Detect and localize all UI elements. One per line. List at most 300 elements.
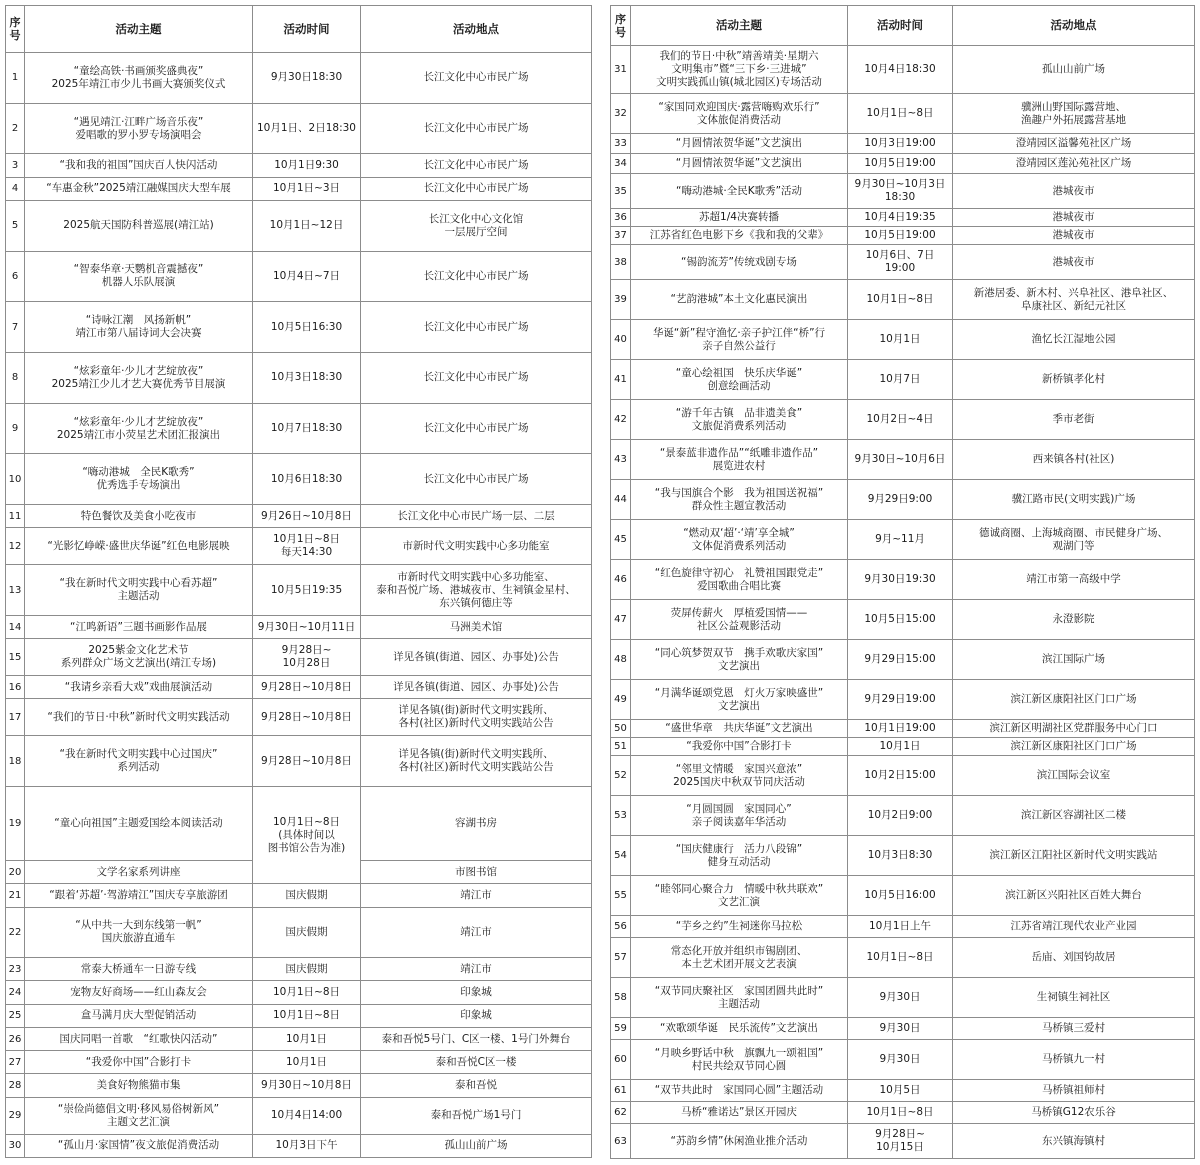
table-row xyxy=(611,320,1195,360)
row-location: 渔忆长江湿地公园 xyxy=(953,320,1195,360)
row-location: 泰和吾悦广场1号门 xyxy=(361,1097,592,1134)
row-index: 63 xyxy=(611,1124,631,1159)
row-time: 10月1日~8日 xyxy=(848,1102,953,1124)
row-location: 滨江国际广场 xyxy=(953,640,1195,680)
row-theme: “我们的节日·中秋”新时代文明实践活动 xyxy=(25,699,253,736)
row-location: 新港居委、新木村、兴阜社区、港阜社区、 阜康社区、新纪元社区 xyxy=(953,280,1195,320)
row-time: 9月30日18:30 xyxy=(253,53,361,104)
row-index: 35 xyxy=(611,174,631,209)
row-location: 岳庙、刘国钧故居 xyxy=(953,938,1195,978)
row-time: 10月1日~3日 xyxy=(253,177,361,200)
row-index: 45 xyxy=(611,520,631,560)
table-row xyxy=(611,1040,1195,1080)
row-index: 43 xyxy=(611,440,631,480)
row-theme: “跟着‘苏超’·驾游靖江”国庆专享旅游团 xyxy=(25,884,253,907)
row-theme: “月圆情浓贺华诞”文艺演出 xyxy=(631,134,848,154)
row-theme: “智泰华章·天鹦机音震撼夜” 机器人乐队展演 xyxy=(25,251,253,302)
row-theme: “游千年古镇 品非遗美食” 文旅促消费系列活动 xyxy=(631,400,848,440)
row-time: 9月28日~10月8日 xyxy=(253,699,361,736)
row-theme: “欢歌颂华诞 民乐流传”文艺演出 xyxy=(631,1018,848,1040)
row-theme: 荧屏传薪火 厚植爱国情—— 社区公益观影活动 xyxy=(631,600,848,640)
row-theme: “炫彩童年·少儿才艺绽放夜” 2025靖江少儿才艺大赛优秀节目展演 xyxy=(25,352,253,403)
row-index: 57 xyxy=(611,938,631,978)
row-time: 10月1日~8日 (具体时间以 图书馆公告为准) xyxy=(253,787,361,884)
row-index: 12 xyxy=(6,528,25,565)
row-time: 9月28日~10月8日 xyxy=(253,676,361,699)
table-row xyxy=(611,227,1195,245)
table-row xyxy=(611,1080,1195,1102)
table-row xyxy=(611,134,1195,154)
table-header-row xyxy=(6,6,592,53)
table-row xyxy=(6,787,592,861)
table-row xyxy=(611,720,1195,738)
activity-table-right xyxy=(610,5,1195,1159)
row-theme: “月满华诞颂党恩 灯火万家映盛世” 文艺演出 xyxy=(631,680,848,720)
row-index: 5 xyxy=(6,200,25,251)
row-index: 16 xyxy=(6,676,25,699)
table-row xyxy=(6,639,592,676)
table-row xyxy=(6,1004,592,1027)
row-theme: 江苏省红色电影下乡《我和我的父辈》 xyxy=(631,227,848,245)
table-row xyxy=(6,676,592,699)
row-time: 10月1日 xyxy=(848,738,953,756)
row-index: 2 xyxy=(6,103,25,154)
row-location: 印象城 xyxy=(361,1004,592,1027)
row-time: 10月3日下午 xyxy=(253,1134,361,1157)
row-theme: “红色旋律守初心 礼赞祖国跟党走” 爱国歌曲合唱比赛 xyxy=(631,560,848,600)
table-row xyxy=(6,884,592,907)
row-theme: “孤山月·家国情”夜文旅促消费活动 xyxy=(25,1134,253,1157)
row-index: 18 xyxy=(6,736,25,787)
row-index: 19 xyxy=(6,787,25,861)
table-row xyxy=(611,245,1195,280)
row-index: 27 xyxy=(6,1051,25,1074)
header-time: 活动时间 xyxy=(253,6,361,53)
row-location: 滨江新区江阳社区新时代文明实践站 xyxy=(953,836,1195,876)
table-row xyxy=(6,251,592,302)
row-index: 59 xyxy=(611,1018,631,1040)
row-index: 47 xyxy=(611,600,631,640)
row-theme: “双节同庆聚社区 家国团圆共此时” 主题活动 xyxy=(631,978,848,1018)
row-theme: “芋乡之约”生祠迷你马拉松 xyxy=(631,916,848,938)
row-location: 泰和吾悦5号门、C区一楼、1号门外舞台 xyxy=(361,1027,592,1050)
row-index: 62 xyxy=(611,1102,631,1124)
table-row xyxy=(6,302,592,353)
row-location: 马洲美术馆 xyxy=(361,616,592,639)
row-time: 10月1日19:00 xyxy=(848,720,953,738)
row-theme: “燃动双‘超’·‘靖’享全城” 文体促消费系列活动 xyxy=(631,520,848,560)
row-theme: “国庆健康行 活力八段锦” 健身互动活动 xyxy=(631,836,848,876)
row-index: 44 xyxy=(611,480,631,520)
table-row xyxy=(611,1018,1195,1040)
table-row xyxy=(611,480,1195,520)
row-location: 季市老街 xyxy=(953,400,1195,440)
row-theme: 常态化开放并组织市锡剧团、 本土艺术团开展文艺表演 xyxy=(631,938,848,978)
row-theme: “景泰蓝非遗作品”“纸雕非遗作品” 展览进农村 xyxy=(631,440,848,480)
row-theme: “邻里文情暖 家国兴意浓” 2025国庆中秋双节同庆活动 xyxy=(631,756,848,796)
row-time: 10月1日~8日 xyxy=(848,280,953,320)
row-location: 长江文化中心文化馆 一层展厅空间 xyxy=(361,200,592,251)
row-theme: 常泰大桥通车一日游专线 xyxy=(25,958,253,981)
row-location: 马桥镇九一村 xyxy=(953,1040,1195,1080)
row-location: 泰和吾悦 xyxy=(361,1074,592,1097)
row-time: 10月7日 xyxy=(848,360,953,400)
table-row xyxy=(611,94,1195,134)
table-row xyxy=(611,560,1195,600)
row-time: 10月5日 xyxy=(848,1080,953,1102)
row-index: 21 xyxy=(6,884,25,907)
row-index: 31 xyxy=(611,46,631,94)
row-time: 10月5日19:00 xyxy=(848,227,953,245)
row-index: 17 xyxy=(6,699,25,736)
header-theme: 活动主题 xyxy=(25,6,253,53)
row-time: 10月5日19:00 xyxy=(848,154,953,174)
table-row xyxy=(611,1124,1195,1159)
row-index: 36 xyxy=(611,209,631,227)
row-theme: “嗨动港城 全民K歌秀” 优秀选手专场演出 xyxy=(25,454,253,505)
row-time: 10月1日上午 xyxy=(848,916,953,938)
table-row xyxy=(611,756,1195,796)
table-row xyxy=(6,103,592,154)
row-index: 33 xyxy=(611,134,631,154)
row-theme: “苏韵乡情”休闲渔业推介活动 xyxy=(631,1124,848,1159)
row-theme: “双节共此时 家国同心圆”主题活动 xyxy=(631,1080,848,1102)
row-theme: “我请乡亲看大戏”戏曲展演活动 xyxy=(25,676,253,699)
row-theme: “我爱你中国”合影打卡 xyxy=(25,1051,253,1074)
row-location: 滨江新区兴阳社区百姓大舞台 xyxy=(953,876,1195,916)
row-theme: 2025航天国防科普巡展(靖江站) xyxy=(25,200,253,251)
row-index: 39 xyxy=(611,280,631,320)
row-time: 9月30日~10月11日 xyxy=(253,616,361,639)
row-time: 9月28日~ 10月28日 xyxy=(253,639,361,676)
row-location: 长江文化中心市民广场 xyxy=(361,302,592,353)
row-time: 10月2日15:00 xyxy=(848,756,953,796)
header-time: 活动时间 xyxy=(848,6,953,46)
table-body-right xyxy=(611,46,1195,1159)
row-location: 江苏省靖江现代农业产业园 xyxy=(953,916,1195,938)
table-row xyxy=(611,400,1195,440)
row-theme: “遇见靖江·江畔广场音乐夜” 爱唱歌的罗小罗专场演唱会 xyxy=(25,103,253,154)
row-time: 9月28日~ 10月15日 xyxy=(848,1124,953,1159)
table-row xyxy=(611,1102,1195,1124)
row-theme: “我爱你中国”合影打卡 xyxy=(631,738,848,756)
row-location: 港城夜市 xyxy=(953,209,1195,227)
row-theme: 苏超1/4决赛转播 xyxy=(631,209,848,227)
table-row xyxy=(6,154,592,177)
row-location: 永澄影院 xyxy=(953,600,1195,640)
row-location: 市新时代文明实践中心多功能室、 泰和吾悦广场、港城夜市、生祠镇金星村、 东兴镇何德庄等 xyxy=(361,565,592,616)
table-row xyxy=(6,352,592,403)
row-location: 长江文化中心市民广场一层、二层 xyxy=(361,505,592,528)
row-index: 56 xyxy=(611,916,631,938)
header-location: 活动地点 xyxy=(361,6,592,53)
row-index: 14 xyxy=(6,616,25,639)
table-row xyxy=(6,53,592,104)
row-location: 长江文化中心市民广场 xyxy=(361,454,592,505)
row-index: 26 xyxy=(6,1027,25,1050)
row-index: 58 xyxy=(611,978,631,1018)
row-index: 4 xyxy=(6,177,25,200)
row-theme: “月圆国圆 家国同心” 亲子阅读嘉年华活动 xyxy=(631,796,848,836)
row-time: 10月5日16:30 xyxy=(253,302,361,353)
row-location: 泰和吾悦C区一楼 xyxy=(361,1051,592,1074)
table-row xyxy=(611,796,1195,836)
row-location: 长江文化中心市民广场 xyxy=(361,154,592,177)
row-index: 37 xyxy=(611,227,631,245)
row-time: 国庆假期 xyxy=(253,958,361,981)
row-time: 10月1日9:30 xyxy=(253,154,361,177)
table-row xyxy=(6,1074,592,1097)
table-row xyxy=(611,174,1195,209)
row-theme: “光影忆峥嵘·盛世庆华诞”红色电影展映 xyxy=(25,528,253,565)
table-row xyxy=(611,876,1195,916)
row-index: 61 xyxy=(611,1080,631,1102)
header-index: 序 号 xyxy=(6,6,25,53)
row-theme: “嗨动港城·全民K歌秀”活动 xyxy=(631,174,848,209)
row-location: 港城夜市 xyxy=(953,174,1195,209)
row-index: 20 xyxy=(6,861,25,884)
row-time: 10月3日19:00 xyxy=(848,134,953,154)
row-time: 10月1日 xyxy=(253,1051,361,1074)
row-time: 10月2日~4日 xyxy=(848,400,953,440)
row-theme: 2025紫金文化艺术节 系列群众广场文艺演出(靖江专场) xyxy=(25,639,253,676)
row-time: 10月3日18:30 xyxy=(253,352,361,403)
row-time: 10月1日~8日 xyxy=(253,981,361,1004)
row-location: 港城夜市 xyxy=(953,245,1195,280)
table-row xyxy=(611,916,1195,938)
row-time: 9月30日19:30 xyxy=(848,560,953,600)
row-location: 马桥镇G12农乐谷 xyxy=(953,1102,1195,1124)
row-theme: 特色餐饮及美食小吃夜市 xyxy=(25,505,253,528)
row-index: 53 xyxy=(611,796,631,836)
table-row xyxy=(611,440,1195,480)
row-time: 10月4日18:30 xyxy=(848,46,953,94)
row-index: 22 xyxy=(6,907,25,958)
row-index: 41 xyxy=(611,360,631,400)
row-location: 骥江路市民(文明实践)广场 xyxy=(953,480,1195,520)
row-index: 25 xyxy=(6,1004,25,1027)
table-row xyxy=(611,209,1195,227)
row-time: 10月1日~8日 xyxy=(253,1004,361,1027)
row-index: 23 xyxy=(6,958,25,981)
table-header-row xyxy=(611,6,1195,46)
table-row xyxy=(6,1051,592,1074)
table-row xyxy=(611,520,1195,560)
table-row xyxy=(611,46,1195,94)
table-row xyxy=(6,528,592,565)
row-location: 长江文化中心市民广场 xyxy=(361,53,592,104)
row-location: 印象城 xyxy=(361,981,592,1004)
row-index: 50 xyxy=(611,720,631,738)
row-time: 10月3日8:30 xyxy=(848,836,953,876)
row-theme: 宠物友好商场——红山森友会 xyxy=(25,981,253,1004)
row-time: 9月30日 xyxy=(848,1018,953,1040)
row-location: 马桥镇祖师村 xyxy=(953,1080,1195,1102)
row-location: 长江文化中心市民广场 xyxy=(361,177,592,200)
table-row xyxy=(611,600,1195,640)
table-row xyxy=(6,1134,592,1157)
table-row xyxy=(611,154,1195,174)
row-location: 滨江国际会议室 xyxy=(953,756,1195,796)
row-location: 滨江新区康阳社区门口广场 xyxy=(953,680,1195,720)
row-index: 55 xyxy=(611,876,631,916)
row-theme: “睦邻同心聚合力 情暖中秋共联欢” 文艺汇演 xyxy=(631,876,848,916)
table-row xyxy=(6,505,592,528)
row-time: 10月1日 xyxy=(848,320,953,360)
row-index: 10 xyxy=(6,454,25,505)
row-index: 8 xyxy=(6,352,25,403)
row-location: 市图书馆 xyxy=(361,861,592,884)
row-theme: 我们的节日·中秋”靖善靖美·星期六 文明集市”暨“三下乡·三进城” 文明实践孤山镇(城北园区)专场活动 xyxy=(631,46,848,94)
table-row xyxy=(611,738,1195,756)
header-index: 序 号 xyxy=(611,6,631,46)
row-location: 澄靖园区溢馨苑社区广场 xyxy=(953,134,1195,154)
row-time: 10月5日16:00 xyxy=(848,876,953,916)
row-time: 10月1日、2日18:30 xyxy=(253,103,361,154)
row-time: 10月5日15:00 xyxy=(848,600,953,640)
table-row xyxy=(611,360,1195,400)
row-theme: 国庆同唱一首歌 “红歌快闪活动” xyxy=(25,1027,253,1050)
row-index: 49 xyxy=(611,680,631,720)
row-theme: 盒马满月庆大型促销活动 xyxy=(25,1004,253,1027)
row-location: 德诚商圈、上海城商圈、市民健身广场、 观湖门等 xyxy=(953,520,1195,560)
row-location: 靖江市 xyxy=(361,907,592,958)
table-row xyxy=(6,1027,592,1050)
row-theme: 华诞“新”程守渔忆·亲子护江伴“桥”行 亲子自然公益行 xyxy=(631,320,848,360)
row-index: 11 xyxy=(6,505,25,528)
row-time: 10月1日~8日 xyxy=(848,938,953,978)
row-theme: “童心绘祖国 快乐庆华诞” 创意绘画活动 xyxy=(631,360,848,400)
row-theme: “月映乡野话中秋 旗飘九一颂祖国” 村民共绘双节同心圆 xyxy=(631,1040,848,1080)
row-location: 孤山山前广场 xyxy=(361,1134,592,1157)
row-location: 滨江新区康阳社区门口广场 xyxy=(953,738,1195,756)
row-time: 国庆假期 xyxy=(253,884,361,907)
row-index: 3 xyxy=(6,154,25,177)
row-index: 6 xyxy=(6,251,25,302)
row-theme: “我和我的祖国”国庆百人快闪活动 xyxy=(25,154,253,177)
row-location: 新桥镇孝化村 xyxy=(953,360,1195,400)
row-index: 54 xyxy=(611,836,631,876)
row-time: 10月4日~7日 xyxy=(253,251,361,302)
row-time: 10月6日18:30 xyxy=(253,454,361,505)
activity-table-left xyxy=(5,5,592,1158)
row-location: 详见各镇(街道、园区、办事处)公告 xyxy=(361,676,592,699)
row-time: 10月1日~8日 xyxy=(848,94,953,134)
row-index: 40 xyxy=(611,320,631,360)
row-theme: “我与国旗合个影 我为祖国送祝福” 群众性主题宣教活动 xyxy=(631,480,848,520)
row-index: 46 xyxy=(611,560,631,600)
row-theme: “锡韵流芳”传统戏剧专场 xyxy=(631,245,848,280)
row-time: 10月4日14:00 xyxy=(253,1097,361,1134)
row-theme: “车惠金秋”2025靖江融媒国庆大型车展 xyxy=(25,177,253,200)
table-row xyxy=(611,938,1195,978)
row-index: 9 xyxy=(6,403,25,454)
row-time: 10月7日18:30 xyxy=(253,403,361,454)
row-theme: “月圆情浓贺华诞”文艺演出 xyxy=(631,154,848,174)
row-location: 澄靖园区莲沁苑社区广场 xyxy=(953,154,1195,174)
table-row xyxy=(6,736,592,787)
row-time: 9月30日 xyxy=(848,978,953,1018)
row-time: 9月~11月 xyxy=(848,520,953,560)
header-location: 活动地点 xyxy=(953,6,1195,46)
table-body-left xyxy=(6,53,592,1158)
table-row xyxy=(6,403,592,454)
row-index: 34 xyxy=(611,154,631,174)
table-row xyxy=(611,836,1195,876)
table-row xyxy=(611,280,1195,320)
row-location: 靖江市 xyxy=(361,884,592,907)
row-location: 长江文化中心市民广场 xyxy=(361,251,592,302)
row-index: 60 xyxy=(611,1040,631,1080)
row-theme: 文学名家系列讲座 xyxy=(25,861,253,884)
table-row xyxy=(6,200,592,251)
row-theme: 马桥“雅诺达”景区开园庆 xyxy=(631,1102,848,1124)
row-time: 9月26日~10月8日 xyxy=(253,505,361,528)
row-time: 9月29日15:00 xyxy=(848,640,953,680)
row-index: 15 xyxy=(6,639,25,676)
row-time: 9月29日9:00 xyxy=(848,480,953,520)
row-location: 滨江新区明湖社区党群服务中心门口 xyxy=(953,720,1195,738)
table-row xyxy=(6,454,592,505)
row-theme: “江鸣新语”三题书画影作品展 xyxy=(25,616,253,639)
row-time: 9月29日19:00 xyxy=(848,680,953,720)
table-row xyxy=(6,981,592,1004)
table-row xyxy=(6,565,592,616)
row-index: 51 xyxy=(611,738,631,756)
table-row xyxy=(611,640,1195,680)
table-row xyxy=(6,177,592,200)
row-index: 52 xyxy=(611,756,631,796)
row-time: 10月1日~12日 xyxy=(253,200,361,251)
row-location: 详见各镇(街道、园区、办事处)公告 xyxy=(361,639,592,676)
row-theme: 美食好物熊猫市集 xyxy=(25,1074,253,1097)
row-location: 孤山山前广场 xyxy=(953,46,1195,94)
table-row xyxy=(6,958,592,981)
table-row xyxy=(611,978,1195,1018)
row-index: 38 xyxy=(611,245,631,280)
row-location: 西来镇各村(社区) xyxy=(953,440,1195,480)
row-location: 滨江新区容湖社区二楼 xyxy=(953,796,1195,836)
row-location: 长江文化中心市民广场 xyxy=(361,352,592,403)
row-index: 42 xyxy=(611,400,631,440)
row-theme: “盛世华章 共庆华诞”文艺演出 xyxy=(631,720,848,738)
row-location: 长江文化中心市民广场 xyxy=(361,103,592,154)
row-time: 10月2日9:00 xyxy=(848,796,953,836)
row-theme: “我在新时代文明实践中心看苏超” 主题活动 xyxy=(25,565,253,616)
table-row xyxy=(6,616,592,639)
row-time: 10月5日19:35 xyxy=(253,565,361,616)
row-theme: “我在新时代文明实践中心过国庆” 系列活动 xyxy=(25,736,253,787)
row-index: 24 xyxy=(6,981,25,1004)
row-time: 10月1日~8日 每天14:30 xyxy=(253,528,361,565)
row-theme: “诗咏江潮 风扬新帆” 靖江市第八届诗词大会决赛 xyxy=(25,302,253,353)
row-index: 32 xyxy=(611,94,631,134)
row-location: 靖江市 xyxy=(361,958,592,981)
table-row xyxy=(6,1097,592,1134)
row-theme: “炫彩童年·少儿才艺绽放夜” 2025靖江市小荧星艺术团汇报演出 xyxy=(25,403,253,454)
row-location: 东兴镇海镇村 xyxy=(953,1124,1195,1159)
row-theme: “从中共一大到东线第一帆” 国庆旅游直通车 xyxy=(25,907,253,958)
row-location: 详见各镇(街)新时代文明实践所、 各村(社区)新时代文明实践站公告 xyxy=(361,699,592,736)
row-location: 生祠镇生祠社区 xyxy=(953,978,1195,1018)
table-row xyxy=(611,680,1195,720)
row-index: 30 xyxy=(6,1134,25,1157)
row-theme: “童心向祖国”主题爱国绘本阅读活动 xyxy=(25,787,253,861)
row-location: 靖江市第一高级中学 xyxy=(953,560,1195,600)
row-location: 容湖书房 xyxy=(361,787,592,861)
row-index: 13 xyxy=(6,565,25,616)
header-theme: 活动主题 xyxy=(631,6,848,46)
